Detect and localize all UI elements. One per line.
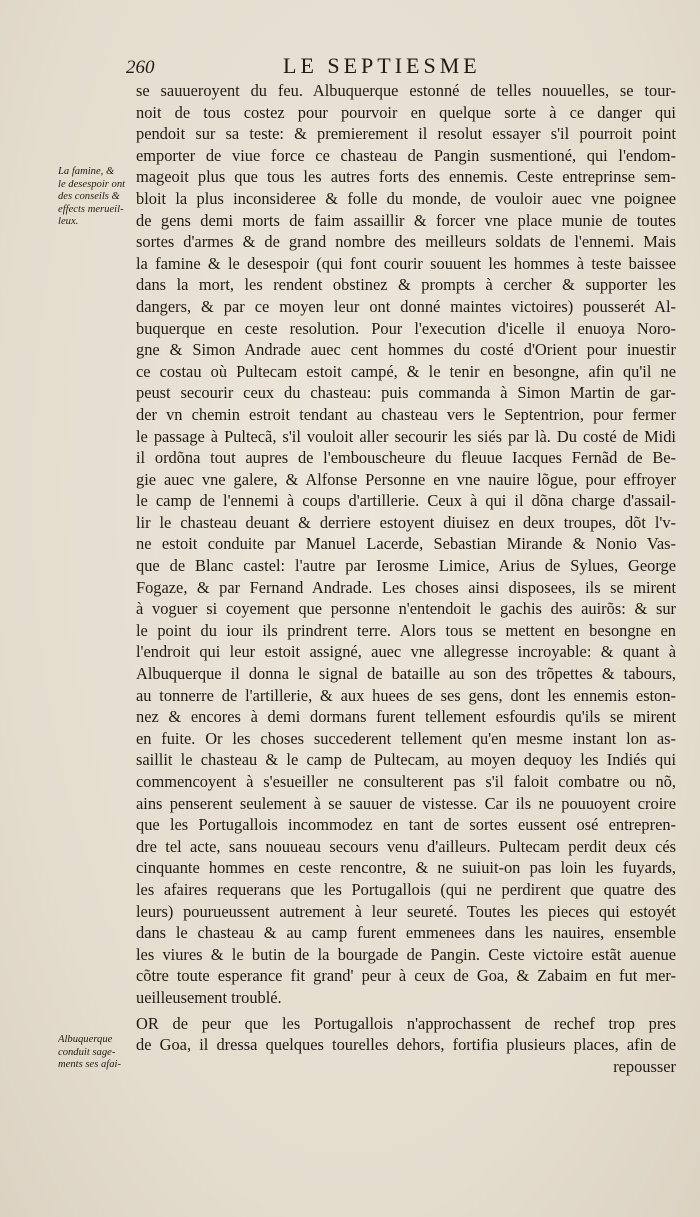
text-line: cõtre toute esperance fit grand' peur à ceux de Goa, & Zabaim en fut mer- bbox=[136, 966, 676, 986]
text-line: le point du iour ils prindrent terre. Alors tous se mettent en besongne en bbox=[136, 620, 676, 640]
text-line: leurs) pourueussent autrement à leur seureté. Toutes les pieces qui estoyét bbox=[136, 901, 676, 921]
text-line: saillit le chasteau & le camp de Pultecam, au moyen dequoy les Indiés qui bbox=[136, 750, 676, 770]
page-number: 260 bbox=[126, 57, 155, 78]
text-line: emporter de viue force ce chasteau de Pangin susmentioné, qui l'endom- bbox=[136, 145, 676, 165]
text-line: bloit la plus inconsideree & folle du monde, de vouloir auec vne poignee bbox=[136, 188, 676, 208]
text-line: OR de peur que les Portugallois n'approchassent de rechef trop pres bbox=[136, 1013, 676, 1033]
text-line: cinquante hommes en ceste rencontre, & ne suiuit-on pas loin les fuyards, bbox=[136, 858, 676, 878]
text-line: il ordõna tout aupres de l'embouscheure du fleuue Iacques Fernãd de Be- bbox=[136, 448, 676, 468]
text-line: nez & encores à demi dormans furent tellement esfourdis qu'ils se mirent bbox=[136, 707, 676, 727]
text-line: Fogaze, & par Fernand Andrade. Les choses ainsi disposees, ils se mirent bbox=[136, 577, 676, 597]
margin-note-line: ments ses afai- bbox=[58, 1059, 121, 1071]
text-line: à voguer si coyement que personne n'entendoit le gachis des auirõs: & sur bbox=[136, 599, 676, 619]
text-line: le passage à Pultecã, s'il vouloit aller secourir les siés par là. Du costé de Midi bbox=[136, 426, 676, 446]
text-line: ueilleusement troublé. bbox=[136, 987, 282, 1007]
text-line: dans la mort, les rendent obstinez & prompts à cercher & supporter les bbox=[136, 275, 676, 295]
text-line: noit de tous costez pour pourvoir en quelque sorte à ce danger qui bbox=[136, 102, 676, 122]
margin-note-line: leux. bbox=[58, 216, 79, 228]
margin-note-albuquerque bbox=[58, 1034, 136, 1072]
text-line: les viures & le butin de la bourgade de Pangin. Ceste victoire estãt auenue bbox=[136, 944, 676, 964]
text-line: de gens demi morts de faim assaillir & forcer vne place munie de toutes bbox=[136, 210, 676, 230]
text-line: Albuquerque il donna le signal de bataille au son des trõpettes & tabours, bbox=[136, 664, 676, 684]
margin-note-line: des conseils & bbox=[58, 191, 120, 203]
margin-note-line: conduit sage- bbox=[58, 1046, 116, 1058]
text-line: gie auec vne galere, & Alfonse Personne en vne nauire lõgue, pour effroyer bbox=[136, 469, 676, 489]
margin-note-line: La famine, & bbox=[58, 166, 115, 177]
text-line: peust secourir ceux du chasteau: puis commanda à Simon Martin de gar- bbox=[136, 383, 676, 403]
text-line: sortes d'armes & de grand nombre des meilleurs soldats de l'ennemi. Mais bbox=[136, 232, 676, 252]
text-line: pendoit sur sa teste: & premierement il resolut essayer s'il pourroit point bbox=[136, 124, 676, 144]
text-line: commencoyent à s'esueiller ne consulterent pas s'il faloit combatre ou nõ, bbox=[136, 772, 676, 791]
text-line: der vn chemin estroit tendant au chasteau vers le Septentrion, pour fermer bbox=[136, 404, 676, 424]
text-line: dans le chasteau & au camp furent emmenees dans les nauires, ensemble bbox=[136, 923, 676, 943]
running-title: LE SEPTIESME bbox=[283, 53, 481, 78]
text-line: buquerque en ceste resolution. Pour l'execution d'icelle il enuoya Noro- bbox=[136, 318, 676, 338]
text-line: de Goa, il dressa quelques tourelles dehors, fortifia plusieurs places, afin de bbox=[136, 1035, 676, 1055]
text-line: ce costau où Pultecam estoit campé, & le tenir en besongne, afin qu'il ne bbox=[136, 361, 676, 381]
body-text bbox=[136, 80, 676, 1077]
text-line: dre tel acte, sans nouueau secours venu d'ailleurs. Pultecam perdit deux cés bbox=[136, 836, 676, 856]
text-line: l'endroit qui leur estoit assigné, auec vne allegresse incroyable: & quant à bbox=[136, 642, 676, 662]
margin-note-line: le desespoir ont bbox=[58, 178, 126, 190]
text-line: au tonnerre de l'artillerie, & aux huees de ses gens, dont les ennemis eston- bbox=[136, 685, 676, 705]
catchword: repousser bbox=[613, 1056, 676, 1076]
text-line: mageoit plus que tous les autres forts des ennemis. Ceste entreprinse sem- bbox=[136, 167, 676, 187]
text-line: que les Portugallois incommodez en tant de sortes eussent osé entrepren- bbox=[136, 815, 676, 835]
text-line: se sauueroyent du feu. Albuquerque estonné de telles nouuelles, se tour- bbox=[136, 81, 676, 100]
text-line: les afaires requerans que les Portugallois (qui ne perdirent que quatre des bbox=[136, 879, 676, 899]
text-line: ains penserent seulement à se sauuer de vistesse. Car ils ne pouuoyent croire bbox=[136, 793, 676, 813]
text-line: la famine & le desespoir (qui font courir souuent les hommes à teste baissee bbox=[136, 253, 676, 273]
margin-note-line: effects merueil- bbox=[58, 203, 124, 215]
margin-note-line: Albuquerque bbox=[58, 1034, 113, 1045]
text-line: le camp de l'ennemi à coups d'artillerie. Ceux à qui il dõna charge d'assail- bbox=[136, 491, 676, 511]
text-line: gne & Simon Andrade auec cent hommes du costé d'Orient pour inuestir bbox=[136, 340, 676, 360]
text-line: dangers, & par ce moyen leur ont donné maintes victoires) pousserét Al- bbox=[136, 296, 676, 316]
text-line: que de Blanc castel: l'autre par Ierosme Limice, Arius de Sylues, George bbox=[136, 556, 676, 576]
margin-note-famine bbox=[58, 166, 136, 229]
text-line: lir le chasteau deuant & derriere estoyent diuisez en deux troupes, dõt l'v- bbox=[136, 512, 676, 532]
text-line: en fuite. Or les choses succederent tellement qu'en mesme instant lon as- bbox=[136, 728, 676, 748]
text-line: ne estoit conduite par Manuel Lacerde, Sebastian Mirande & Nonio Vas- bbox=[136, 534, 676, 554]
